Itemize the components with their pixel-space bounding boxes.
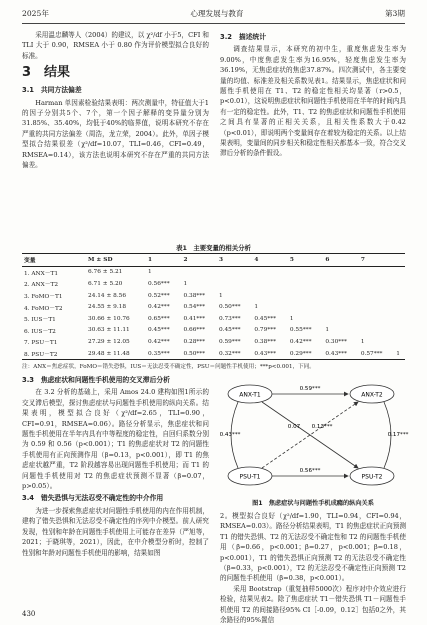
- table-cell: [288, 278, 323, 290]
- node-label: PSU-T2: [361, 473, 383, 481]
- table-cell: 0.57***: [360, 350, 383, 357]
- subsection-heading-3-2: 3.2 描述统计: [220, 33, 267, 41]
- table-cell: 5. IUS－T1: [24, 317, 56, 324]
- table-header-cell: 3: [218, 256, 223, 263]
- table-cell: 0.59***: [218, 338, 241, 345]
- section-heading-results: 3 结果: [22, 65, 71, 81]
- table-cell: 1: [396, 350, 400, 357]
- path-label: 0.07: [287, 424, 301, 430]
- table-cell: 0.45***: [218, 327, 241, 334]
- table-cell: [288, 290, 323, 302]
- node-label: PSU-T1: [239, 473, 261, 481]
- table-cell: 1. ANX－T1: [24, 270, 59, 277]
- path-label: 0.13***: [311, 424, 333, 430]
- table-cell: 29.48 ± 11.48: [88, 350, 130, 357]
- running-header: [22, 8, 405, 24]
- table-cell: [217, 278, 252, 290]
- table-cell: [252, 290, 287, 302]
- table-header-cell: 6: [325, 256, 330, 263]
- table-cell: 0.73***: [218, 315, 241, 322]
- table-row: [22, 290, 405, 302]
- table-cell: 0.29***: [289, 350, 312, 357]
- table-cell: [288, 266, 323, 278]
- table-cell: [359, 313, 394, 325]
- table-cell: 6.76 ± 5.21: [88, 269, 123, 276]
- right-column-bottom: [220, 511, 406, 625]
- table-cell: 4. FoMO－T2: [24, 305, 63, 312]
- table-cell: 0.38***: [183, 292, 206, 299]
- table-row: [22, 313, 405, 325]
- table-cell: 7. PSU－T1: [24, 340, 58, 347]
- table-cell: 30.63 ± 11.11: [88, 327, 130, 334]
- table-cell: 0.45***: [148, 327, 170, 334]
- table-cell: [217, 266, 252, 278]
- table-cell: 6.71 ± 5.20: [88, 280, 123, 287]
- table-cell: 0.50***: [218, 304, 241, 311]
- table-header-cell: 7: [360, 256, 365, 263]
- table-row: [22, 301, 405, 313]
- paragraph-cmv: Harman 单因素检验结果表明：两次测量中，特征值大于1的因子分别共5个、7个，第一个因子解释的变异量分别为31.85%、35.40%，均低于40%的临界值，说明本研究不存在严重的共同方法偏差（周浩，龙立荣，2004）。此外，单因子模型拟合结果很差（χ²/df=10.07，TLI=0.46，CFI=0.49，RMSEA=0.14），该方法也说明本研究不存在严重的共同方法偏差。: [22, 98, 209, 170]
- table-cell: 1: [325, 327, 330, 334]
- table-cell: 0.43***: [325, 350, 347, 357]
- table-cell: 0.79***: [254, 327, 277, 334]
- header-issue: 第3期: [384, 9, 405, 18]
- table-cell: [252, 266, 287, 278]
- table-cell: 0.66***: [183, 327, 206, 334]
- table-cell: 3. FoMO－T1: [24, 294, 63, 301]
- table-cell: 27.29 ± 12.05: [88, 338, 130, 345]
- paragraph-mediation: 为进一步探索焦虑症状对问题性手机使用的内在作用机制，建构了错失恐惧和无法忍受不确定性的序列中介模型。前人研究发现，性别和年龄在问题性手机使用上可能存在差异（严旭等，2021；于晓琪等，2021），因此，在中介模型分析时，控制了性别和年龄对问题性手机使用的影响，结果如图: [22, 506, 209, 557]
- table-cell: 1: [148, 269, 152, 276]
- table-row: [22, 266, 405, 278]
- paragraph-bootstrap: 采用 Bootstrap（重复抽样5000次）程序对中介效应进行检验，结果见表2。除了焦虑症状 T1－错失恐惧 T1－问题性手机使用 T2 的间接路径95% CI［-0.09，0.12］包括0之外，其余路径的95%置信: [220, 584, 406, 625]
- table-note: 注：ANX＝焦虑症状，FoMO＝错失恐惧，IUS＝无法忍受不确定性，PSU＝问题性手机使用；***p<0.001，下同。: [22, 364, 315, 370]
- table-cell: 0.41***: [183, 315, 206, 322]
- table-header-cell: 2: [183, 256, 188, 263]
- table-cell: 30.66 ± 10.76: [88, 315, 130, 322]
- correlation-table: [22, 253, 405, 360]
- path-label: 0.17***: [387, 432, 409, 438]
- table-cell: 0.43***: [254, 350, 277, 357]
- table-cell: 0.35***: [148, 350, 170, 357]
- table-cell: [359, 325, 394, 337]
- cross-lagged-figure: [219, 372, 409, 494]
- paragraph-cross-lagged: 在 3.2 分析的基础上，采用 Amos 24.0 建构如图1所示的交叉滞后模型，探讨焦虑症状与问题性手机使用的纵向关系。结果表明，模型拟合良好（χ²/df=2.65，TLI=0.90，CFI=0.91，RMSEA=0.06）。路径分析显示，焦虑症状和问题性手机使用在半年内具有中等程度的稳定性，自回归系数分别为 0.59 和 0.56（p<0.001）；T1 的焦虑症状对 T2 的问题性手机使用有正向预测作用（β=0.13，p<0.001），即 T1 的焦虑症状越严重，T2 阶段越容易出现问题性手机使用；而 T1 的问题性手机使用对 T2 的焦虑症状预测不显著（β=0.07，p>0.05）。: [22, 388, 209, 491]
- table-cell: 0.45***: [254, 315, 277, 322]
- path-label: 0.56***: [299, 468, 321, 474]
- right-column-top: [220, 30, 406, 159]
- subsection-heading-3-3: 3.3 焦虑症状和问题性手机使用的交叉滞后分析: [22, 376, 170, 384]
- table-cell: [323, 278, 358, 290]
- table-header-cell: 5: [289, 256, 294, 263]
- table-cell: 0.38***: [254, 338, 277, 345]
- table-cell: 0.42***: [148, 338, 170, 345]
- paragraph-descriptive: 调查结果显示，本研究的初中生，重度焦虑发生率为9.00%，中度焦虑发生率为16.95%，轻度焦虑发生率为36.19%，无焦虑症状的焦虑37.87%。四次测试中，各主要变量的均值、标准差及相关系数见表1。结果显示，焦虑症状和问题性手机使用在 T1、T2 的稳定性相关均显著（r>0.5，p<0.01），这说明焦虑症状和问题性手机使用在半年的时间内具有一定的稳定性。此外，T1、T2 的焦虑症状和问题性手机使用之间具有显著的正相关关系，且相关性系数大于0.42（p<0.01），即说明两个变量间存在着较为稳定的关系。以上结果表明，变量间的同步相关和稳定性相关都基本一致，符合交叉滞后分析的条件假设。: [220, 45, 406, 158]
- table-row: [22, 348, 405, 360]
- figure-caption: 图1 焦虑症状与问题性手机成瘾的纵向关系: [252, 500, 374, 507]
- table-cell: [288, 301, 323, 313]
- table-cell: 24.55 ± 9.18: [88, 304, 127, 311]
- table-cell: 0.52***: [148, 292, 170, 299]
- table-cell: 1: [360, 338, 365, 345]
- node-label: ANX-T2: [361, 391, 383, 399]
- table-cell: [359, 290, 394, 302]
- table-cell: 2. ANX－T2: [24, 282, 59, 289]
- table-cell: [323, 301, 358, 313]
- table-cell: 0.55***: [289, 327, 312, 334]
- table-cell: [323, 313, 358, 325]
- table-cell: 0.50***: [183, 350, 206, 357]
- subsection-heading-3-4: 3.4 错失恐惧与无法忍受不确定性的中介作用: [22, 494, 164, 503]
- table-row: [22, 336, 405, 348]
- path-label: 0.59***: [299, 386, 321, 392]
- table-cell: 0.28***: [183, 338, 206, 345]
- table-row: [22, 278, 405, 290]
- table-caption: 表1 主要变量的相关分析: [176, 244, 251, 252]
- table-cell: 24.14 ± 8.56: [88, 292, 127, 299]
- left-column-bottom: [22, 373, 209, 558]
- paragraph-criteria: 采用温忠麟等人（2004）的建议，以 χ²/df 小于5，CFI 和 TLI 大于 0.90，RMSEA 小于 0.80 作为评价模型拟合良好的标准。: [22, 31, 209, 60]
- subsection-heading-3-1: 3.1 共同方法偏差: [22, 86, 82, 95]
- table-header-cell: 变量: [24, 258, 36, 265]
- table-header-cell: 1: [148, 256, 153, 263]
- table-row: [22, 325, 405, 337]
- table-cell: 0.42***: [289, 338, 312, 345]
- node-label: ANX-T1: [239, 391, 261, 399]
- table-header-cell: M ± SD: [88, 256, 113, 263]
- table-header-row: [22, 254, 405, 267]
- paragraph-model-fit: 2。模型拟合良好（χ²/df=1.90，TLI=0.94，CFI=0.94，RMSEA=0.03）。路径分析结果表明，T1 的焦虑症状正向预测 T1 的错失恐惧、T2 的无法忍受不确定性和 T2 的问题性手机使用（β=0.66，p<0.001；β=0.27，p<0.001；β=0.18，p<0.001），T1 的错失恐惧正向预测 T2 的无法忍受不确定性（β=0.33，p<0.001），T2 的无法忍受不确定性正向预测 T2 的问题性手机使用（β=0.38，p<0.001）。: [220, 512, 406, 583]
- page-number: 430: [22, 610, 36, 618]
- left-column-top: [22, 30, 209, 170]
- header-year: 2025年: [22, 9, 49, 18]
- table-cell: 0.32***: [218, 350, 241, 357]
- table-cell: 1: [218, 292, 223, 299]
- table-cell: 0.65***: [148, 315, 170, 322]
- table-cell: 0.54***: [183, 304, 206, 311]
- table-cell: 0.56***: [148, 280, 170, 287]
- table-cell: [252, 278, 287, 290]
- path-label: 0.43***: [219, 432, 241, 438]
- table-cell: [181, 266, 216, 278]
- table-cell: 1: [183, 280, 188, 287]
- table-cell: [359, 301, 394, 313]
- header-journal: 心理发展与教育: [190, 9, 244, 18]
- table-cell: 6. IUS－T2: [24, 328, 56, 335]
- table-cell: [359, 278, 394, 290]
- table-cell: [323, 266, 358, 278]
- table-cell: [323, 290, 358, 302]
- table-cell: 0.42***: [148, 304, 170, 311]
- table-cell: [359, 266, 394, 278]
- table-cell: 1: [289, 315, 294, 322]
- table-cell: 0.30***: [325, 338, 347, 345]
- table-cell: 1: [254, 304, 259, 311]
- table-cell: 8. PSU－T2: [24, 352, 58, 359]
- table-header-cell: 4: [254, 256, 259, 263]
